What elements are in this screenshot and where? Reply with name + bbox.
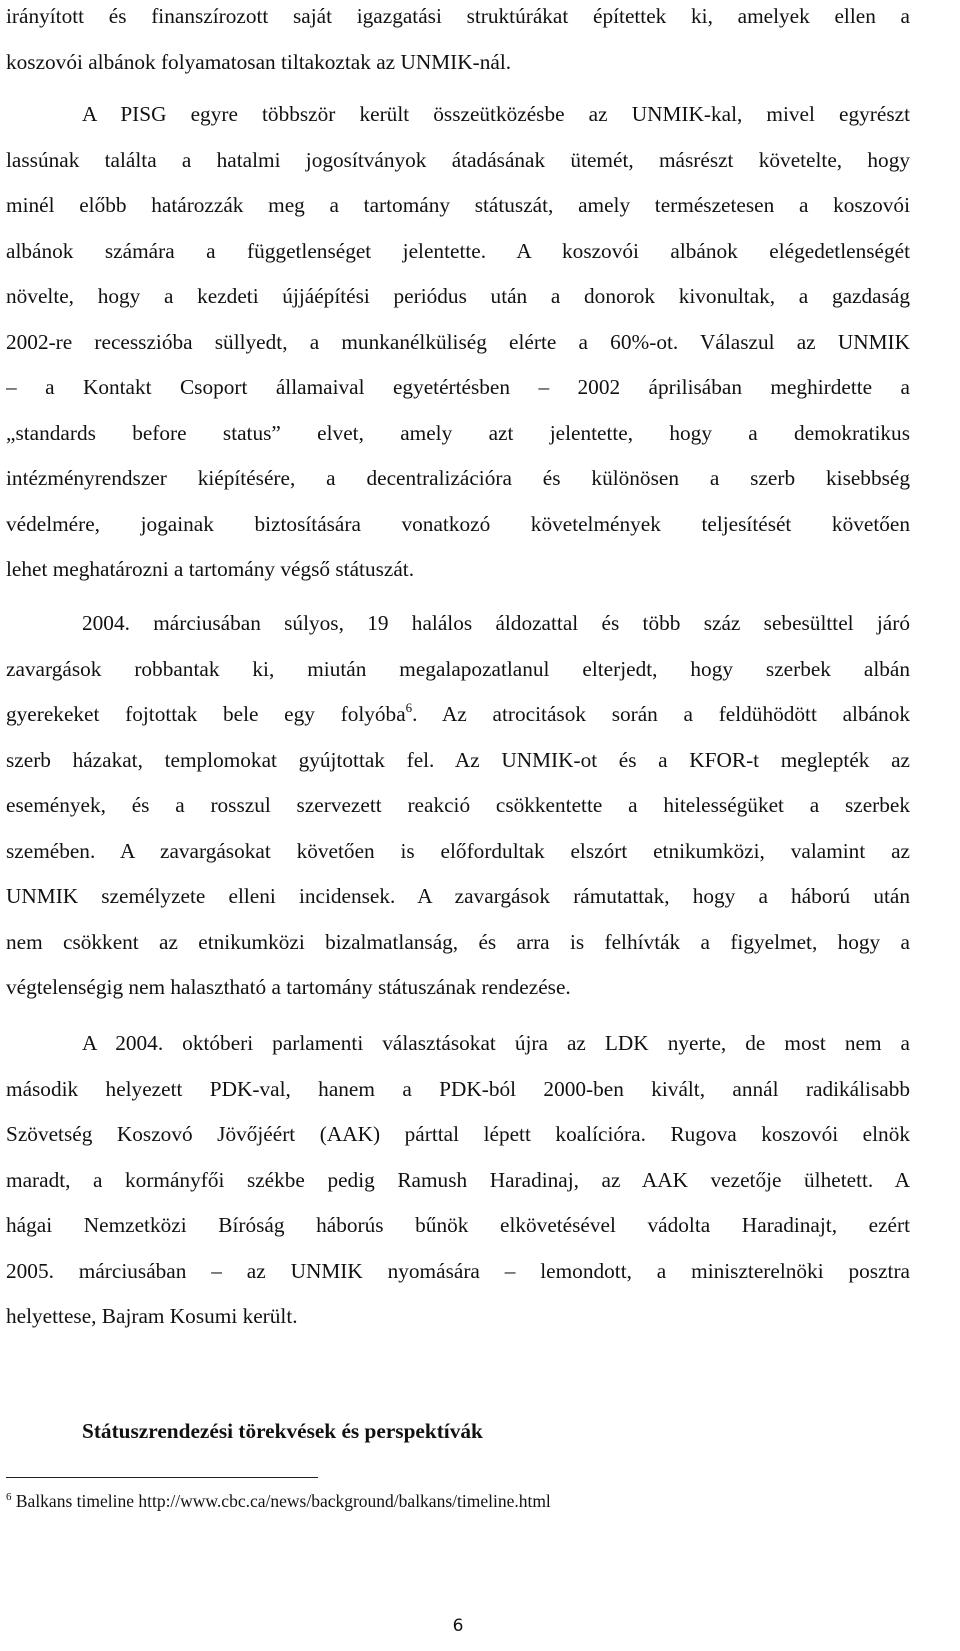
section-heading: Státuszrendezési törekvések és perspektívák bbox=[82, 1419, 483, 1443]
text-line: – a Kontakt Csoport államaival egyetértésben – 2002 áprilisában meghirdette a bbox=[6, 375, 910, 399]
footnote bbox=[6, 1489, 551, 1513]
text-line: irányított és finanszírozott saját igazgatási struktúrákat építettek ki, amelyek ellen a bbox=[6, 4, 910, 28]
text-line: 2004. márciusában súlyos, 19 halálos áldozattal és több száz sebesülttel járó bbox=[82, 611, 910, 635]
paragraph-4 bbox=[6, 1021, 910, 1340]
text-line: lassúnak találta a hatalmi jogosítványok átadásának ütemét, másrészt követelte, hogy bbox=[6, 147, 910, 172]
text-line: lehet meghatározni a tartomány végső státuszát. bbox=[6, 557, 415, 581]
text-line: hágai Nemzetközi Bíróság háborús bűnök elkövetésével vádolta Haradinajt, ezért bbox=[6, 1213, 910, 1237]
text-segment: gyerekeket fojtottak bele egy folyóba bbox=[6, 702, 406, 726]
text-line: A 2004. októberi parlamenti választásokat újra az LDK nyerte, de most nem a bbox=[82, 1031, 910, 1055]
text-line: 2005. márciusában – az UNMIK nyomására – lemondott, a miniszterelnöki posztra bbox=[6, 1258, 910, 1283]
footnote-separator bbox=[6, 1477, 318, 1478]
footnote-text[interactable]: Balkans timeline http://www.cbc.ca/news/background/balkans/timeline.html bbox=[11, 1491, 551, 1511]
text-line: védelmére, jogainak biztosítására vonatkozó követelmények teljesítését követően bbox=[6, 511, 910, 536]
text-line: növelte, hogy a kezdeti újjáépítési periódus után a donorok kivonultak, a gazdaság bbox=[6, 284, 910, 308]
text-line: minél előbb határozzák meg a tartomány státuszát, amely természetesen a koszovói bbox=[6, 193, 910, 217]
text-line: események, és a rosszul szervezett reakció csökkentette a hitelességüket a szerbek bbox=[6, 793, 910, 817]
text-line: zavargások robbantak ki, miután megalapozatlanul elterjedt, hogy szerbek albán bbox=[6, 656, 910, 681]
text-line: Szövetség Koszovó Jövőjéért (AAK) párttal lépett koalícióra. Rugova koszovói elnök bbox=[6, 1122, 910, 1146]
text-line: albánok számára a függetlenséget jelentette. A koszovói albánok elégedetlenségét bbox=[6, 238, 910, 263]
text-line: UNMIK személyzete elleni incidensek. A zavargások rámutattak, hogy a háború után bbox=[6, 884, 910, 908]
text-line: „standards before status” elvet, amely azt jelentette, hogy a demokratikus bbox=[6, 420, 910, 445]
paragraph-1 bbox=[6, 0, 910, 85]
text-line: szerb házakat, templomokat gyújtottak fel. Az UNMIK-ot és a KFOR-t meglepték az bbox=[6, 747, 910, 772]
text-line: végtelenségig nem halasztható a tartomány státuszának rendezése. bbox=[6, 975, 571, 999]
footnote-number: 6 bbox=[6, 1491, 12, 1503]
text-line: második helyezett PDK-val, hanem a PDK-ból 2000-ben kivált, annál radikálisabb bbox=[6, 1076, 910, 1101]
text-line: A PISG egyre többször került összeütközésbe az UNMIK-kal, mivel egyrészt bbox=[82, 102, 910, 126]
text-segment: . Az atrocitások során a feldühödött albánok bbox=[412, 702, 910, 726]
text-line: koszovói albánok folyamatosan tiltakoztak az UNMIK-nál. bbox=[6, 49, 512, 74]
paragraph-3 bbox=[6, 601, 910, 1011]
text-line: nem csökkent az etnikumközi bizalmatlanság, és arra is felhívták a figyelmet, hogy a bbox=[6, 929, 910, 954]
page-number: 6 bbox=[452, 1616, 464, 1636]
paragraph-2 bbox=[6, 92, 910, 593]
footnote-reference[interactable]: 6 bbox=[405, 700, 413, 715]
text-line: intézményrendszer kiépítésére, a decentralizációra és különösen a szerb kisebbség bbox=[6, 466, 910, 490]
text-line: szemében. A zavargásokat követően is előfordultak elszórt etnikumközi, valamint az bbox=[6, 838, 910, 863]
text-line: maradt, a kormányfői székbe pedig Ramush Haradinaj, az AAK vezetője ülhetett. A bbox=[6, 1167, 910, 1192]
text-line-with-footnote bbox=[6, 692, 910, 738]
text-line: 2002-re recesszióba süllyedt, a munkanélküliség elérte a 60%-ot. Válaszul az UNMIK bbox=[6, 329, 910, 354]
text-line: helyettese, Bajram Kosumi került. bbox=[6, 1304, 298, 1328]
